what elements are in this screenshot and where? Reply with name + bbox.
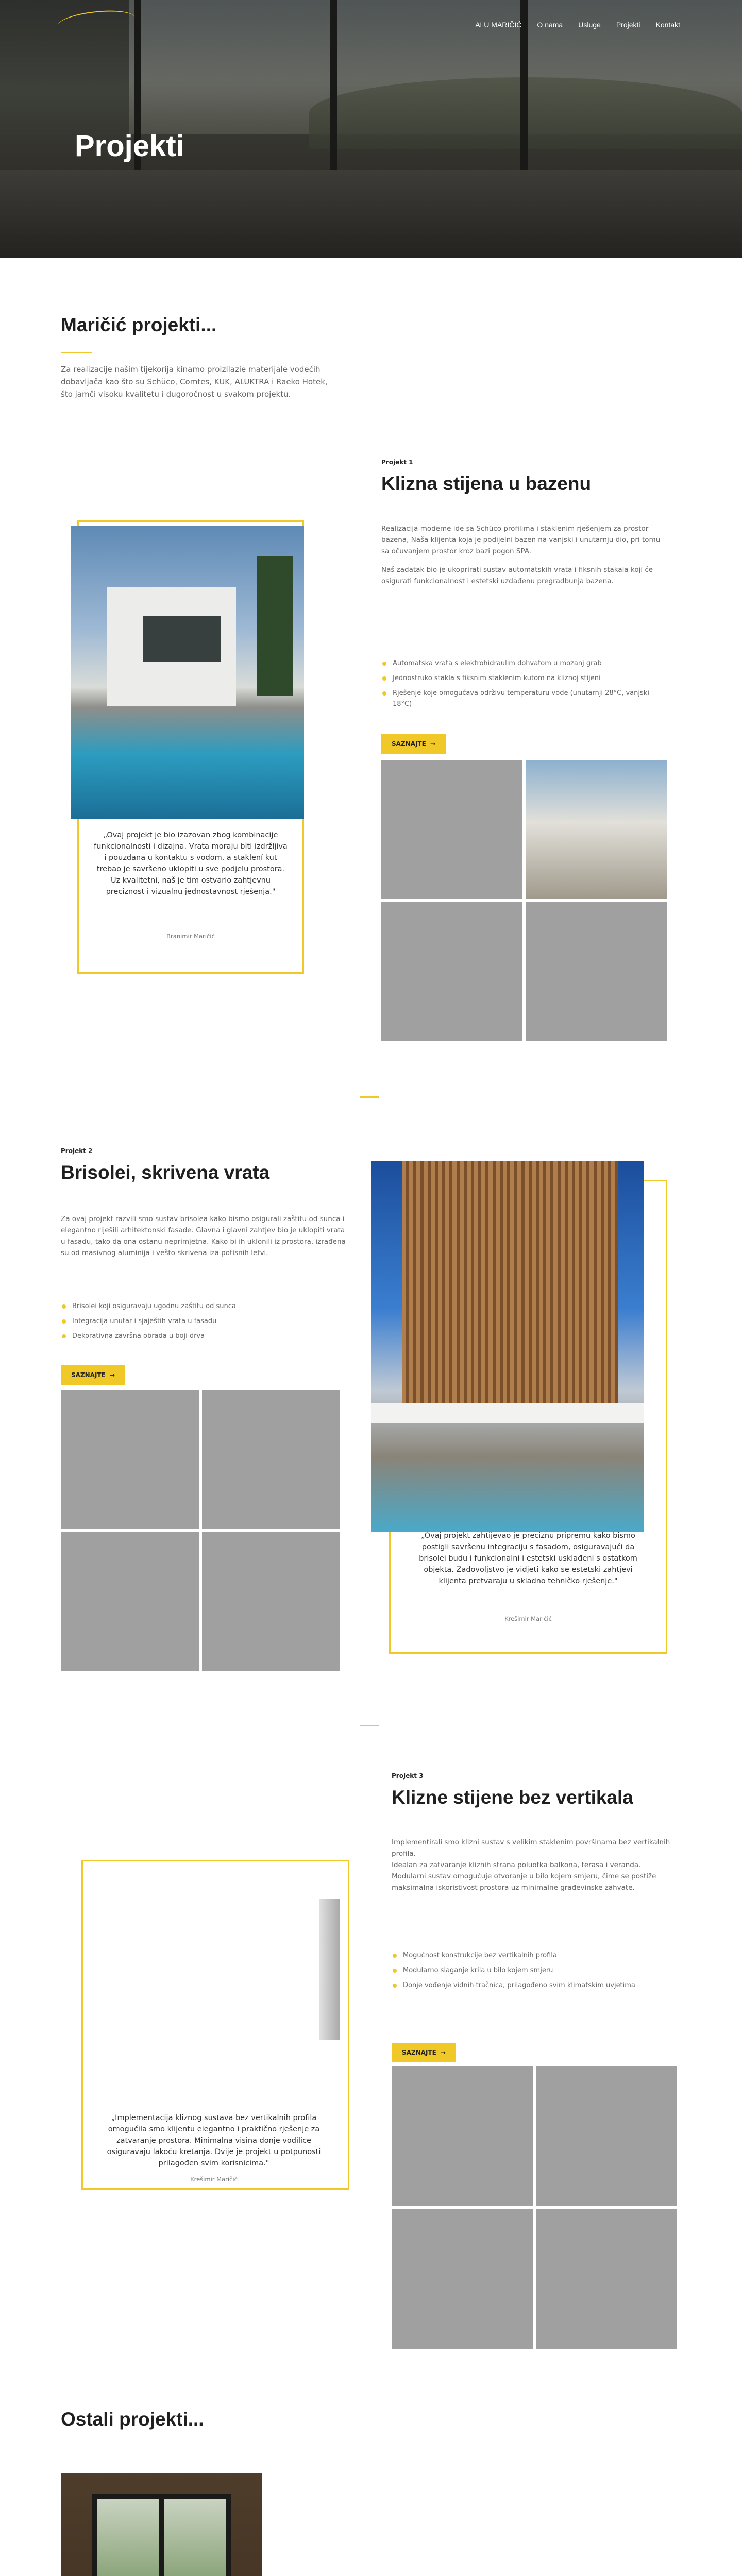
project-1-more-button[interactable]	[381, 734, 446, 754]
gallery-placeholder[interactable]	[202, 1390, 340, 1529]
project-2-paragraph: Za ovaj projekt razvili smo sustav brisolea kako bismo osigurali zaštitu od sunca i elegantno riješili arhitektonski fasade. Glavna i glavni zahtjev bio je uklopiti vrata u fasadu, tako da ona ostanu neprimjetna. Kako bi ih uklonili iz prostora, izrađena su od masivnog aluminija i vešto skrivena iza potisnih letvi.	[61, 1215, 346, 1257]
project-3-paragraph: Modularni sustav omogućuje otvoranje u bilo kojem smjeru, čime se postiže maksimalna iskoristivost prostora uz minimalne građevinske zahvate.	[392, 1872, 656, 1892]
project-3-more-button[interactable]	[392, 2043, 456, 2062]
project-1-image	[71, 526, 304, 819]
nav-item-projekti[interactable]: Projekti	[616, 21, 640, 29]
button-label: SAZNAJTE	[71, 1371, 106, 1379]
project-2-title: Brisolei, skrivena vrata	[61, 1162, 270, 1183]
gallery-placeholder[interactable]	[381, 760, 522, 899]
feature-item: Brisolei koji osiguravaju ugodnu zaštitu od sunca	[61, 1301, 347, 1312]
project-2-features	[61, 1301, 347, 1346]
project-3-paragraph: Implementirali smo klizni sustav s velikim staklenim površinama bez vertikalnih profila.	[392, 1838, 670, 1858]
project-3-image-edge	[319, 1899, 340, 2040]
feature-item: Modularno slaganje krila u bilo kojem smjeru	[392, 1965, 675, 1976]
project-2-author: Krešimir Maričić	[504, 1615, 552, 1622]
project-3-description	[392, 1837, 675, 1901]
gallery-placeholder[interactable]	[392, 2209, 533, 2349]
section-divider	[360, 1725, 379, 1726]
intro-divider	[61, 352, 92, 353]
intro-title: Maričić projekti...	[61, 314, 217, 335]
project-3-paragraph: Idealan za zatvaranje kliznih strana poluotka balkona, terasa i veranda.	[392, 1861, 641, 1869]
tree	[257, 556, 293, 696]
feature-item: Donje vođenje vidnih tračnica, prilagođeno svim klimatskim uvjetima	[392, 1980, 675, 1991]
gallery-placeholder[interactable]	[202, 1532, 340, 1671]
project-2-image	[371, 1161, 644, 1532]
window-mullion	[159, 2494, 164, 2576]
gallery-placeholder[interactable]	[536, 2066, 677, 2206]
nav-item-o-nama[interactable]: O nama	[537, 21, 563, 29]
project-1-gallery	[381, 760, 670, 1041]
project-1-author: Branimir Maričić	[166, 933, 215, 940]
gallery-placeholder[interactable]	[392, 2066, 533, 2206]
other-projects-title: Ostali projekti...	[61, 2409, 204, 2430]
project-3-author: Krešimir Maričić	[190, 2176, 238, 2183]
nav-item-alu-maricic[interactable]: ALU MARIČIĆ	[475, 21, 522, 29]
gallery-placeholder[interactable]	[526, 902, 667, 1041]
feature-item: Dekorativna završna obrada u boji drva	[61, 1331, 347, 1342]
nav-item-usluge[interactable]: Usluge	[578, 21, 601, 29]
other-project-image[interactable]	[61, 2473, 262, 2576]
project-2-quote: „Ovaj projekt zahtijevao je preciznu pripremu kako bismo postigli savršenu integraciju s fasadom, osiguravajući da brisolei budu i funkcionalni i estetski usklađeni s ostatkom objekta. Zadovoljstvo je vidjeti kako se estetski zahtjevi klijenta pretvaraju u skladno tehničko rješenje."	[419, 1532, 637, 1585]
arrow-right-icon: →	[109, 1371, 115, 1379]
intro-text: Za realizacije našim tijekorija kinamo proizilazie materijale vodećih dobavljača kao što su Schüco, Comtes, KUK, ALUKTRA i Raeko Hotek, što jamči visoku kvalitetu i dugoročnost u svakom projektu.	[61, 365, 328, 399]
feature-item: Rješenje koje omogućava održivu temperaturu vode (unutarnji 28°C, vanjski 18°C)	[381, 688, 670, 709]
feature-item: Integracija unutar i sjaještih vrata u fasadu	[61, 1316, 347, 1327]
project-1-description	[381, 523, 670, 594]
house-window	[143, 616, 221, 662]
feature-item: Jednostruko stakla s fiksnim staklenim kutom na kliznoj stijeni	[381, 673, 670, 684]
hero-banner	[0, 0, 742, 258]
project-3-title: Klizne stijene bez vertikala	[392, 1787, 633, 1808]
nav-item-kontakt[interactable]: Kontakt	[655, 21, 680, 29]
project-1-paragraph: Realizacija modeme ide sa Schüco profilima i staklenim rješenjem za prostor bazena, Naša klijenta koja je podijelni bazen na vanjski i unutarnju dio, pri tomu sa očuvanjem prostor kroz bazi pogon SPA.	[381, 524, 661, 555]
house-slab	[371, 1403, 644, 1423]
gallery-placeholder[interactable]	[61, 1532, 199, 1671]
feature-item: Automatska vrata s elektrohidraulim dohvatom u mozanj grab	[381, 658, 670, 669]
button-label: SAZNAJTE	[402, 2049, 436, 2056]
brisolei-panel	[402, 1161, 618, 1403]
gallery-placeholder[interactable]	[61, 1390, 199, 1529]
button-label: SAZNAJTE	[392, 740, 426, 748]
feature-item: Mogućnost konstrukcije bez vertikalnih profila	[392, 1950, 675, 1961]
gallery-placeholder[interactable]	[381, 902, 522, 1041]
project-3-gallery	[392, 2066, 680, 2349]
project-2-more-button[interactable]	[61, 1365, 125, 1385]
page-title: Projekti	[75, 129, 184, 163]
project-1-paragraph: Naš zadatak bio je ukoprirati sustav automatskih vrata i fiksnih stakala koji će osigurati funkcionalnost i estetski uzdađenu pregradbunja bazena.	[381, 566, 653, 585]
project-1-features	[381, 658, 670, 714]
arrow-right-icon: →	[440, 2049, 446, 2056]
section-divider	[360, 1096, 379, 1098]
project-2-description	[61, 1213, 347, 1266]
project-1-quote: „Ovaj projekt je bio izazovan zbog kombinacije funkcionalnosti i dizajna. Vrata moraju biti izdržljiva i pouzdana u kontaktu s vodom, a staklení kut trebao je savršeno uklopiti u sve podjelu prostora. Uz kvalitetni, naš je tim ostvario zahtjevnu preciznost i vizualnu jednostavnost rješenja."	[94, 831, 288, 896]
project-3-features	[392, 1950, 675, 1995]
project-1-title: Klizna stijena u bazenu	[381, 473, 592, 494]
project-1-label: Projekt 1	[381, 459, 413, 466]
project-2-gallery	[61, 1390, 342, 1671]
gallery-placeholder[interactable]	[536, 2209, 677, 2349]
arrow-right-icon: →	[430, 740, 435, 748]
project-2-label: Projekt 2	[61, 1147, 93, 1155]
gallery-photo[interactable]	[526, 760, 667, 899]
project-3-label: Projekt 3	[392, 1772, 424, 1780]
project-3-quote: „Implementacija kliznog sustava bez vertikalnih profila omogućila smo klijentu elegantno i praktično rješenje za zatvaranje prostora. Minimalna visina donje vodilice osiguravaju lakoću kretanja. Dvije je projekt u potpunosti prilagođen svim korisnicima."	[107, 2114, 321, 2167]
main-nav	[475, 21, 680, 29]
